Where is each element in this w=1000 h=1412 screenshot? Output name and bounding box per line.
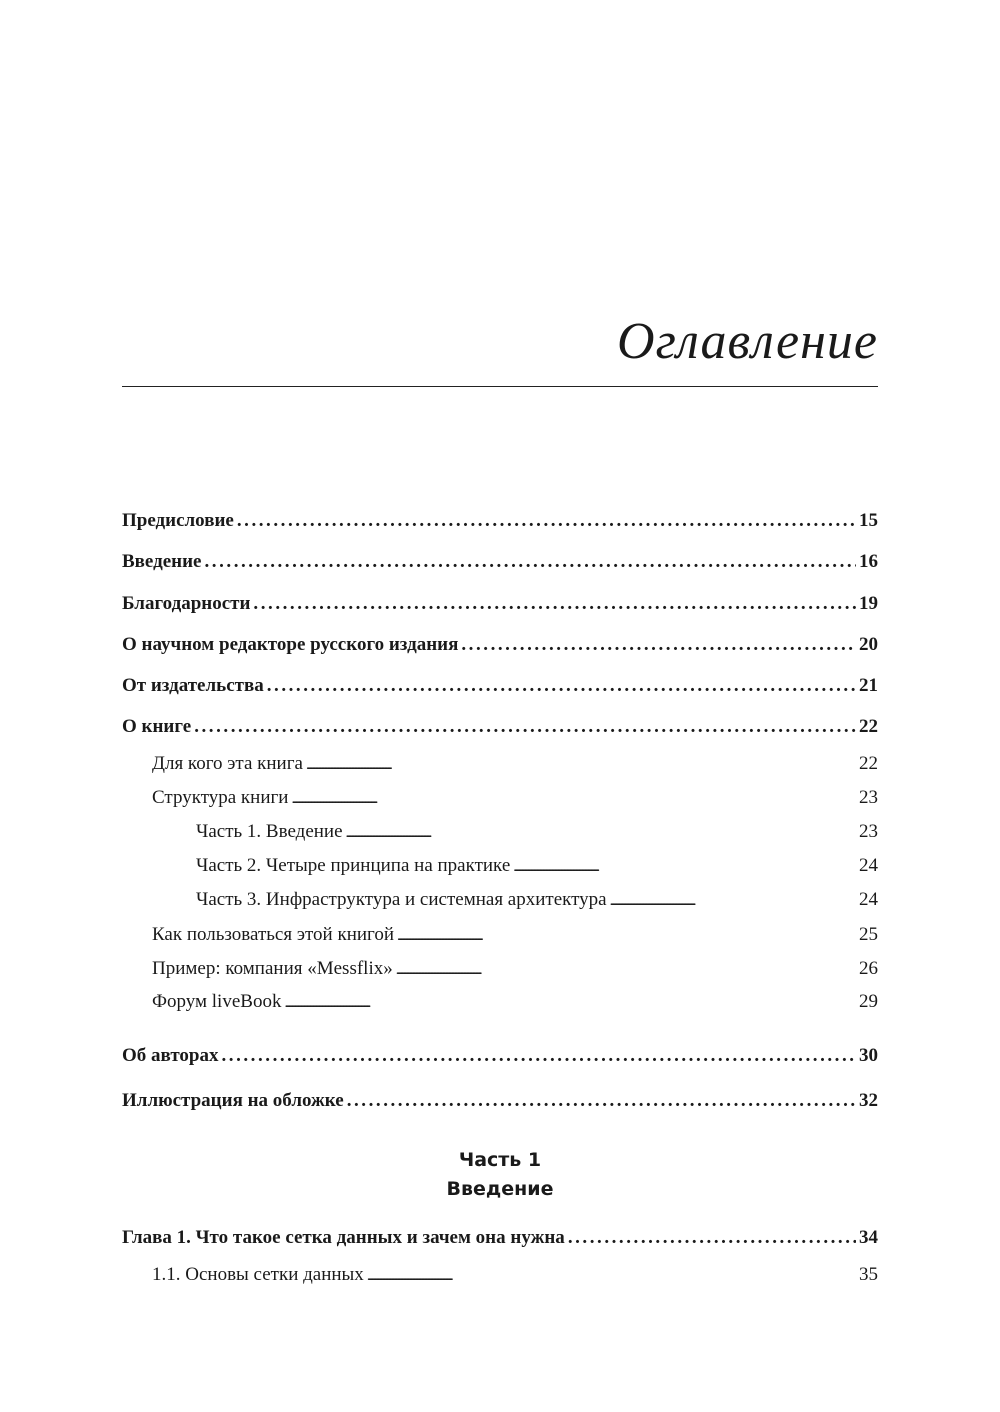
toc-label: Пример: компания «Messflix» <box>152 958 393 979</box>
toc-subentry[interactable] <box>152 990 878 1016</box>
toc-page: 26 <box>859 958 878 979</box>
toc-page: 23 <box>859 821 878 842</box>
toc-page: 19 <box>859 593 878 614</box>
toc-entry[interactable] <box>122 715 878 739</box>
toc-entry[interactable] <box>122 1044 878 1068</box>
toc-subentry[interactable] <box>152 786 878 812</box>
dot-leader <box>396 957 856 983</box>
toc-page: 24 <box>859 855 878 876</box>
toc-subentry[interactable] <box>152 923 878 949</box>
toc-entry[interactable] <box>122 509 878 533</box>
toc-page: 35 <box>859 1264 878 1285</box>
toc-entry[interactable] <box>122 550 878 574</box>
toc-page: 32 <box>859 1090 878 1111</box>
toc-page: 29 <box>859 991 878 1012</box>
toc-page: 20 <box>859 634 878 655</box>
toc-label: Для кого эта книга <box>152 753 303 774</box>
dot-leader <box>284 990 856 1016</box>
toc-page: 22 <box>859 753 878 774</box>
toc-subentry[interactable] <box>196 854 878 880</box>
dot-leader <box>367 1263 856 1289</box>
dot-leader <box>513 854 856 880</box>
toc-chapter[interactable] <box>122 1226 878 1250</box>
toc-label: О научном редакторе русского издания <box>122 634 459 655</box>
dot-leader <box>397 923 856 949</box>
toc-label: Предисловие <box>122 510 234 531</box>
dot-leader <box>267 674 856 698</box>
dot-leader <box>346 820 856 846</box>
toc-subentry[interactable] <box>152 752 878 778</box>
title-divider <box>122 386 878 387</box>
page-title: Оглавление <box>617 313 878 370</box>
toc-label: О книге <box>122 716 192 737</box>
dot-leader <box>221 1044 856 1068</box>
toc-subentry[interactable] <box>152 957 878 983</box>
toc-page: 22 <box>859 716 878 737</box>
toc-subentry[interactable] <box>196 888 878 914</box>
dot-leader <box>194 715 856 739</box>
toc-label: Структура книги <box>152 787 289 808</box>
toc-page: 16 <box>859 551 878 572</box>
toc-label: От издательства <box>122 675 264 696</box>
toc-label: Введение <box>122 551 202 572</box>
toc-label: Как пользоваться этой книгой <box>152 924 395 945</box>
toc-page: 21 <box>859 675 878 696</box>
toc-label: Иллюстрация на обложке <box>122 1090 344 1111</box>
dot-leader <box>347 1089 856 1113</box>
toc-subentry[interactable] <box>196 820 878 846</box>
toc-page: 34 <box>859 1227 878 1248</box>
dot-leader <box>306 752 856 778</box>
toc-label: Благодарности <box>122 593 251 614</box>
toc-entry[interactable] <box>122 1089 878 1113</box>
dot-leader <box>568 1226 856 1250</box>
dot-leader <box>253 592 856 616</box>
dot-leader <box>237 509 856 533</box>
toc-page: 30 <box>859 1045 878 1066</box>
toc-label: Об авторах <box>122 1045 219 1066</box>
toc-entry[interactable] <box>122 592 878 616</box>
toc-entry[interactable] <box>122 633 878 657</box>
part-number: Часть 1 <box>458 1149 542 1171</box>
dot-leader <box>205 550 857 574</box>
toc-label: Форум liveBook <box>152 991 282 1012</box>
toc-page: 24 <box>859 889 878 910</box>
toc-label: Глава 1. Что такое сетка данных и зачем она нужна <box>122 1227 565 1248</box>
toc-entry[interactable] <box>122 674 878 698</box>
dot-leader <box>610 888 856 914</box>
toc-page: 15 <box>859 510 878 531</box>
dot-leader <box>291 786 856 812</box>
dot-leader <box>461 633 856 657</box>
part-title: Введение <box>446 1178 554 1200</box>
toc-section[interactable] <box>152 1263 878 1289</box>
toc-label: 1.1. Основы сетки данных <box>152 1264 364 1285</box>
toc-label: Часть 3. Инфраструктура и системная архитектура <box>196 889 607 910</box>
toc-label: Часть 2. Четыре принципа на практике <box>196 855 511 876</box>
toc-page: 25 <box>859 924 878 945</box>
toc-page: 23 <box>859 787 878 808</box>
toc-label: Часть 1. Введение <box>196 821 343 842</box>
